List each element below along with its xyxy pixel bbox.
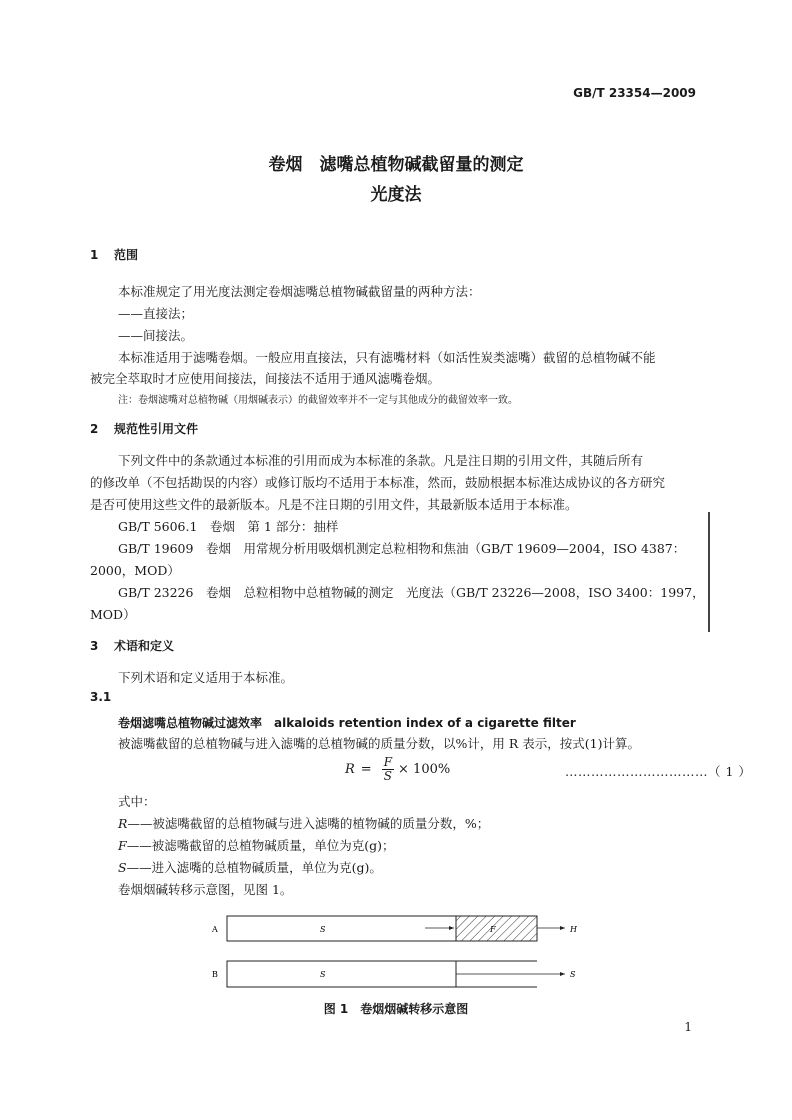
row-a-s: S: [320, 925, 326, 934]
filter-a-hatched: [456, 916, 537, 941]
row-b-s: S: [320, 970, 326, 979]
variable-f: [118, 836, 394, 854]
document-title: 卷烟 滤嘴总植物碱截留量的测定: [268, 155, 524, 175]
row-a-f: F: [490, 925, 496, 934]
standard-code: GB/T 23354—2009: [573, 86, 696, 100]
page-number: 1: [684, 1020, 692, 1034]
variable-s: [118, 858, 382, 876]
where-label: 式中：: [118, 794, 156, 809]
figure-1-diagram: [200, 905, 600, 995]
arrow-a-in-head: [449, 926, 454, 930]
subsection-number: 3.1: [90, 690, 112, 704]
reference: GB/T 23226 卷烟 总粒相物中总植物碱的测定 光度法（GB/T 23226—2008，ISO 3400：1997，: [118, 585, 705, 600]
formula-fraction: [382, 756, 394, 783]
section-number: 3: [90, 639, 99, 653]
variable-symbol: R: [118, 816, 128, 831]
row-a-h: H: [570, 925, 577, 934]
paragraph: 被完全萃取时才应使用间接法，间接法不适用于通风滤嘴卷烟。: [90, 371, 441, 386]
formula-equals: =: [360, 762, 372, 777]
reference: 2000，MOD）: [90, 563, 180, 578]
reference: GB/T 5606.1 卷烟 第 1 部分：抽样: [118, 519, 339, 534]
list-item: ——直接法；: [118, 306, 194, 321]
figure-caption: 图 1 卷烟烟碱转移示意图: [323, 1002, 469, 1016]
reference: GB/T 19609 卷烟 用常规分析用吸烟机测定总粒相物和焦油（GB/T 19609—2004，ISO 4387：: [118, 541, 686, 556]
section-title: 术语和定义: [114, 639, 175, 653]
row-a-label: A: [212, 925, 218, 934]
definition: 被滤嘴截留的总植物碱与进入滤嘴的总植物碱的质量分数，以%计，用 R 表示，按式(1)计算。: [118, 736, 640, 751]
paragraph: 是否可使用这些文件的最新版本。凡是不注日期的引用文件，其最新版本适用于本标准。: [90, 497, 578, 512]
equation-number: ……………………………（ 1 ）: [565, 764, 752, 779]
variable-description: ——进入滤嘴的总植物碱质量，单位为克(g)。: [126, 860, 382, 875]
change-bar: [708, 512, 710, 632]
section-title: 范围: [114, 248, 139, 262]
row-b-label: B: [212, 970, 218, 979]
note: 注：卷烟滤嘴对总植物碱（用烟碱表示）的截留效率并不一定与其他成分的截留效率一致。: [118, 395, 518, 406]
formula-lhs: R: [345, 762, 355, 777]
section-2-heading: [90, 420, 198, 437]
document-subtitle: 光度法: [370, 185, 422, 205]
variable-symbol: S: [118, 860, 127, 875]
paragraph: 下列术语和定义适用于本标准。: [118, 670, 294, 685]
paragraph: 本标准适用于滤嘴卷烟。一般应用直接法，只有滤嘴材料（如活性炭类滤嘴）截留的总植物碱不能: [118, 350, 656, 365]
section-3-heading: [90, 637, 174, 654]
section-number: 1: [90, 248, 99, 262]
variable-description: ——被滤嘴截留的总植物碱质量，单位为克(g)；: [126, 838, 395, 853]
paragraph: 的修改单（不包括勘误的内容）或修订版均不适用于本标准，然而，鼓励根据本标准达成协议的各方研究: [90, 475, 666, 490]
section-number: 2: [90, 422, 99, 436]
formula-tail: × 100%: [398, 762, 451, 777]
variable-symbol: F: [118, 838, 127, 853]
figure-intro: 卷烟烟碱转移示意图，见图 1。: [118, 882, 293, 897]
section-1-heading: [90, 246, 138, 263]
list-item: ——间接法。: [118, 328, 194, 343]
section-title: 规范性引用文件: [114, 422, 199, 436]
formula-numerator: F: [383, 755, 393, 769]
row-b-out: S: [570, 970, 576, 979]
formula-denominator: S: [383, 769, 392, 783]
paragraph: 本标准规定了用光度法测定卷烟滤嘴总植物碱截留量的两种方法：: [118, 284, 481, 299]
variable-r: [118, 814, 489, 832]
arrow-a-out-head: [560, 926, 565, 930]
term-chinese: 卷烟滤嘴总植物碱过滤效率: [118, 716, 263, 730]
variable-description: ——被滤嘴截留的总植物碱与进入滤嘴的植物碱的质量分数，%；: [127, 816, 490, 831]
term-entry: [118, 712, 576, 731]
formula: [345, 756, 450, 783]
arrow-b-head: [560, 972, 565, 976]
term-english: alkaloids retention index of a cigarette filter: [274, 716, 576, 730]
paragraph: 下列文件中的条款通过本标准的引用而成为本标准的条款。凡是注日期的引用文件，其随后所有: [118, 453, 644, 468]
reference: MOD）: [90, 607, 136, 622]
